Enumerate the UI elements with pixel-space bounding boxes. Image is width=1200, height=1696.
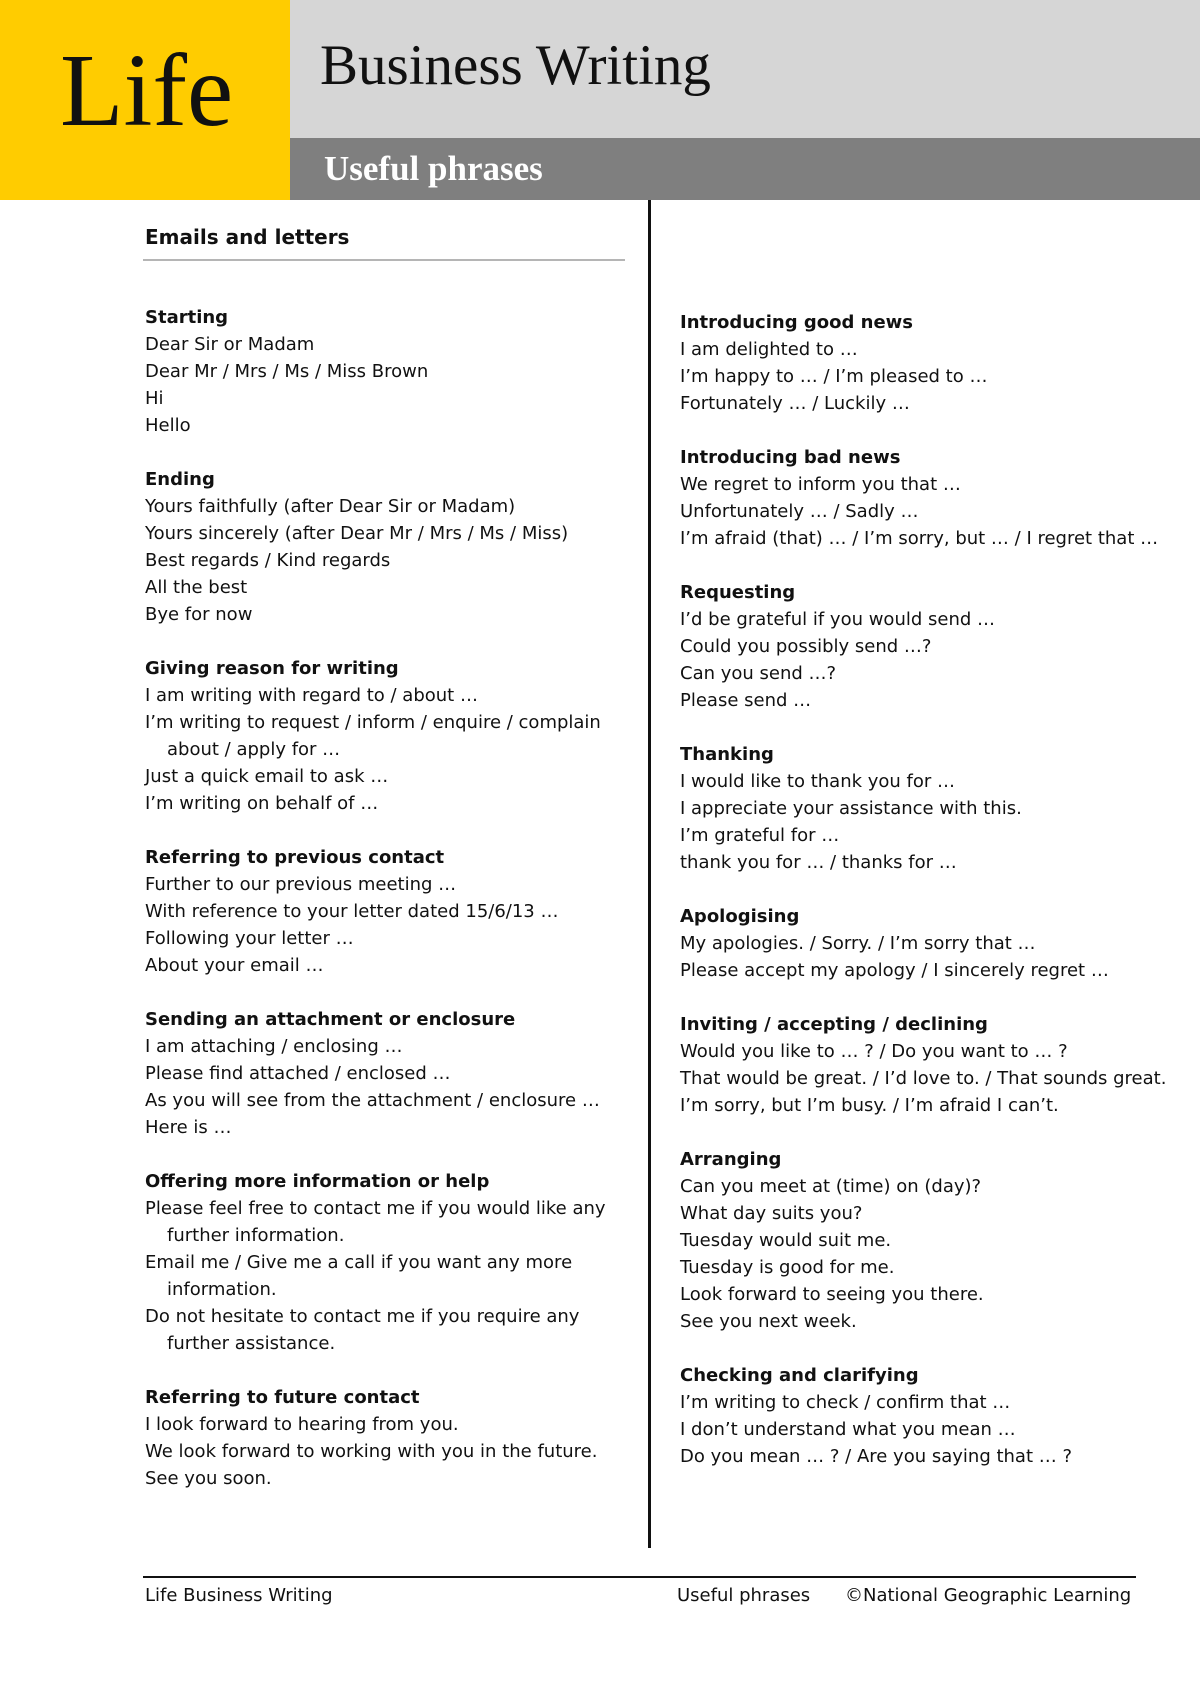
group-heading: Apologising <box>680 906 800 927</box>
phrase: Email me / Give me a call if you want any more information. <box>145 1252 573 1300</box>
phrase: Do not hesitate to contact me if you require any further assistance. <box>145 1306 580 1354</box>
phrase: Bye for now <box>145 604 253 625</box>
footer-copyright: ©National Geographic Learning <box>845 1585 1132 1606</box>
phrase: Unfortunately … / Sadly … <box>680 501 919 522</box>
phrase-group <box>680 1362 1190 1470</box>
phrase: Fortunately … / Luckily … <box>680 393 910 414</box>
left-column <box>145 222 635 1492</box>
group-heading: Starting <box>145 307 229 328</box>
phrase: I am writing with regard to / about … <box>145 685 478 706</box>
phrase: As you will see from the attachment / enclosure … <box>145 1090 600 1111</box>
phrase: Look forward to seeing you there. <box>680 1284 984 1305</box>
phrase: Would you like to … ? / Do you want to … ? <box>680 1041 1068 1062</box>
section-title: Emails and letters <box>145 225 350 249</box>
phrase: I am delighted to … <box>680 339 858 360</box>
group-heading: Arranging <box>680 1149 782 1170</box>
group-heading: Requesting <box>680 582 796 603</box>
phrase: With reference to your letter dated 15/6/13 … <box>145 901 559 922</box>
phrase: Dear Mr / Mrs / Ms / Miss Brown <box>145 361 429 382</box>
phrase: Best regards / Kind regards <box>145 550 391 571</box>
phrase: I’m writing to check / confirm that … <box>680 1392 1011 1413</box>
phrase: Please feel free to contact me if you would like any further information. <box>145 1198 606 1246</box>
group-heading: Referring to previous contact <box>145 847 445 868</box>
phrase: I look forward to hearing from you. <box>145 1414 459 1435</box>
phrase: Dear Sir or Madam <box>145 334 315 355</box>
phrase: About your email … <box>145 955 324 976</box>
phrase: Can you send …? <box>680 663 837 684</box>
phrase-group <box>145 1168 635 1357</box>
phrase-group <box>680 1146 1190 1335</box>
phrase: I’m happy to … / I’m pleased to … <box>680 366 988 387</box>
phrase-group <box>145 304 635 439</box>
group-heading: Introducing good news <box>680 312 913 333</box>
group-heading: Sending an attachment or enclosure <box>145 1009 516 1030</box>
phrase: Further to our previous meeting … <box>145 874 457 895</box>
phrase: Yours sincerely (after Dear Mr / Mrs / Ms / Miss) <box>145 523 569 544</box>
group-heading: Introducing bad news <box>680 447 901 468</box>
phrase-group <box>145 466 635 628</box>
phrase: I’m sorry, but I’m busy. / I’m afraid I can’t. <box>680 1095 1059 1116</box>
phrase: I’m afraid (that) … / I’m sorry, but … / I regret that … <box>680 528 1159 549</box>
phrase: Please accept my apology / I sincerely regret … <box>680 960 1109 981</box>
phrase: What day suits you? <box>680 1203 863 1224</box>
footer-section: Useful phrases <box>677 1585 811 1606</box>
phrase-group <box>145 1384 635 1492</box>
phrase: Here is … <box>145 1117 232 1138</box>
phrase: I’d be grateful if you would send … <box>680 609 996 630</box>
phrase: I’m writing on behalf of … <box>145 793 379 814</box>
phrase: We look forward to working with you in the future. <box>145 1441 598 1462</box>
phrase: See you next week. <box>680 1311 857 1332</box>
phrase-group <box>145 655 635 817</box>
phrase: I appreciate your assistance with this. <box>680 798 1022 819</box>
group-heading: Referring to future contact <box>145 1387 420 1408</box>
group-heading: Thanking <box>680 744 774 765</box>
title-band <box>290 0 1200 138</box>
phrase: Please find attached / enclosed … <box>145 1063 451 1084</box>
phrase-group <box>680 579 1190 714</box>
subtitle-band <box>290 138 1200 200</box>
phrase-group <box>145 844 635 979</box>
phrase-group <box>680 444 1190 552</box>
phrase-group <box>680 741 1190 876</box>
group-heading: Offering more information or help <box>145 1171 490 1192</box>
phrase: Yours faithfully (after Dear Sir or Madam) <box>145 496 516 517</box>
phrase-group <box>680 903 1190 984</box>
phrase: Can you meet at (time) on (day)? <box>680 1176 982 1197</box>
group-heading: Ending <box>145 469 215 490</box>
phrase-group <box>680 309 1190 417</box>
phrase: All the best <box>145 577 248 598</box>
phrase: That would be great. / I’d love to. / That sounds great. <box>680 1068 1167 1089</box>
phrase: See you soon. <box>145 1468 272 1489</box>
phrase: Just a quick email to ask … <box>145 766 389 787</box>
phrase: thank you for … / thanks for … <box>680 852 957 873</box>
footer-book-title: Life Business Writing <box>145 1585 333 1606</box>
group-heading: Checking and clarifying <box>680 1365 919 1386</box>
page-subtitle: Useful phrases <box>324 149 543 188</box>
phrase: Do you mean … ? / Are you saying that … ? <box>680 1446 1073 1467</box>
phrase-group <box>680 1011 1190 1119</box>
phrase-group <box>145 1006 635 1141</box>
phrase: I’m writing to request / inform / enquire / complain about / apply for … <box>145 712 601 760</box>
phrase: Please send … <box>680 690 812 711</box>
phrase: Tuesday is good for me. <box>680 1257 895 1278</box>
phrase: I am attaching / enclosing … <box>145 1036 403 1057</box>
footer-rule <box>143 1576 1136 1578</box>
phrase: Hello <box>145 415 191 436</box>
phrase: Tuesday would suit me. <box>680 1230 892 1251</box>
page-header <box>0 0 1200 200</box>
group-heading: Giving reason for writing <box>145 658 399 679</box>
right-phrase-groups <box>680 309 1190 1470</box>
phrase: I’m grateful for … <box>680 825 840 846</box>
logo-text: Life <box>60 33 234 148</box>
phrase: Hi <box>145 388 164 409</box>
column-divider <box>648 200 651 1548</box>
phrase: We regret to inform you that … <box>680 474 961 495</box>
phrase: Could you possibly send …? <box>680 636 932 657</box>
phrase: My apologies. / Sorry. / I’m sorry that … <box>680 933 1036 954</box>
phrase: I don’t understand what you mean … <box>680 1419 1016 1440</box>
phrase: I would like to thank you for … <box>680 771 956 792</box>
right-column <box>680 309 1190 1470</box>
logo-block <box>0 0 290 200</box>
phrase: Following your letter … <box>145 928 354 949</box>
group-heading: Inviting / accepting / declining <box>680 1014 988 1035</box>
left-phrase-groups <box>145 304 635 1492</box>
page-title: Business Writing <box>320 34 711 97</box>
section-rule <box>143 259 625 261</box>
